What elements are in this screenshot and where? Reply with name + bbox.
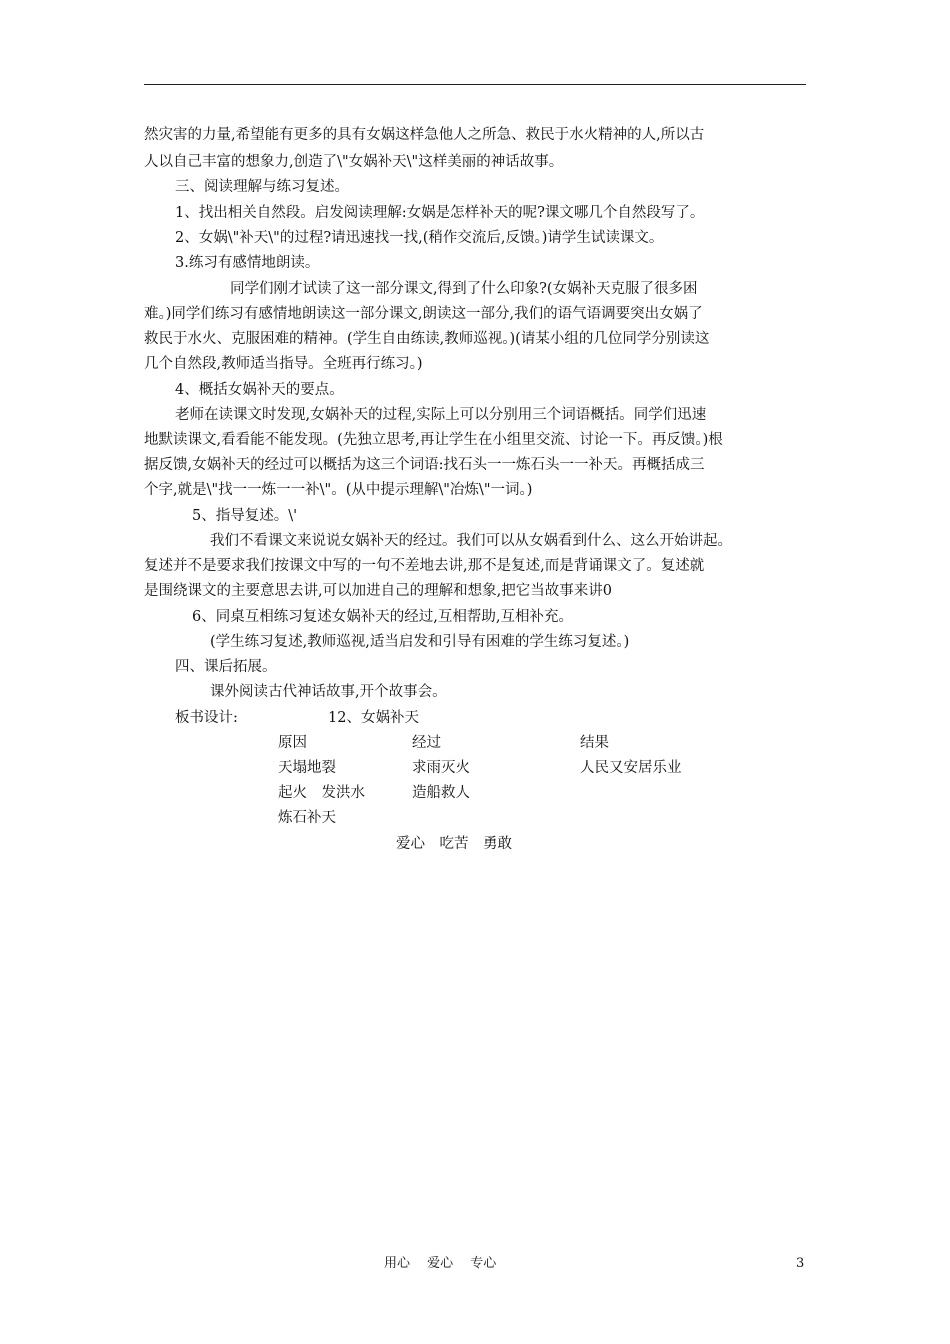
- board-values: 爱心 吃苦 勇敢: [396, 836, 512, 852]
- list-item: 5、指导复述。\': [192, 508, 298, 524]
- paragraph-line: 人以自己丰富的想象力,创造了\"女娲补天\"这样美丽的神话故事。: [144, 154, 564, 170]
- paragraph-line: 几个自然段,教师适当指导。全班再行练习。): [144, 356, 423, 372]
- paragraph-line: 老师在读课文时发现,女娲补天的过程,实际上可以分别用三个词语概括。同学们迅速: [175, 407, 707, 423]
- list-item: 2、女娲\"补天\"的过程?请迅速找一找,(稍作交流后,反馈。)请学生试读课文。: [175, 230, 664, 246]
- paragraph-line: 同学们刚才试读了这一部分课文,得到了什么印象?(女娲补天克服了很多困: [230, 281, 698, 297]
- paragraph-line: 救民于水火、克服困难的精神。(学生自由练读,教师巡视。)(请某小组的几位同学分别读这: [144, 331, 710, 347]
- paragraph-line: 地默读课文,看看能不能发现。(先独立思考,再让学生在小组里交流、讨论一下。再反馈。)根: [144, 432, 723, 448]
- board-header-result: 结果: [580, 735, 609, 751]
- list-item: 4、概括女娲补天的要点。: [175, 382, 344, 398]
- board-cause-item: 起火 发洪水: [278, 785, 365, 801]
- page-number: 3: [796, 1256, 805, 1271]
- board-header-cause: 原因: [278, 735, 307, 751]
- paragraph-line: (学生练习复述,教师巡视,适当启发和引导有困难的学生练习复述。): [210, 634, 630, 650]
- paragraph-line: 课外阅读古代神话故事,开个故事会。: [210, 684, 447, 700]
- paragraph-line: 我们不看课文来说说女娲补天的经过。我们可以从女娲看到什么、这么开始讲起。: [210, 533, 732, 549]
- header-rule: [144, 84, 806, 85]
- paragraph-line: 是围绕课文的主要意思去讲,可以加进自己的理解和想象,把它当故事来讲0: [144, 583, 612, 599]
- footer-motto: 用心 爱心 专心: [384, 1256, 497, 1271]
- board-cause-item: 天塌地裂: [278, 760, 336, 776]
- list-item: 6、同桌互相练习复述女娲补天的经过,互相帮助,互相补充。: [192, 609, 573, 625]
- paragraph-line: 然灾害的力量,希望能有更多的具有女娲这样急他人之所急、救民于水火精神的人,所以古: [144, 127, 705, 143]
- board-label: 板书设计:: [175, 710, 238, 726]
- board-title: 12、女娲补天: [328, 710, 419, 726]
- paragraph-line: 难。)同学们练习有感情地朗读这一部分课文,朗读这一部分,我们的语气语调要突出女娲了: [144, 306, 703, 322]
- section-heading-3: 三、阅读理解与练习复述。: [175, 179, 349, 195]
- paragraph-line: 据反馈,女娲补天的经过可以概括为这三个词语:找石头一一炼石头一一补天。再概括成三: [144, 457, 705, 473]
- section-heading-4: 四、课后拓展。: [175, 659, 277, 675]
- paragraph-line: 个字,就是\"找一一炼一一补\"。(从中提示理解\"冶炼\"一词。): [144, 482, 533, 498]
- list-item: 1、找出相关自然段。启发阅读理解:女娲是怎样补天的呢?课文哪几个自然段写了。: [175, 205, 705, 221]
- list-item: 3.练习有感情地朗读。: [175, 255, 320, 271]
- board-header-process: 经过: [412, 735, 441, 751]
- board-process-item: 求雨灭火: [412, 760, 470, 776]
- paragraph-line: 复述并不是要求我们按课文中写的一句不差地去讲,那不是复述,而是背诵课文了。复述就: [144, 558, 705, 574]
- board-cause-item: 炼石补天: [278, 810, 336, 826]
- board-process-item: 造船救人: [412, 785, 470, 801]
- board-result-item: 人民又安居乐业: [580, 760, 682, 776]
